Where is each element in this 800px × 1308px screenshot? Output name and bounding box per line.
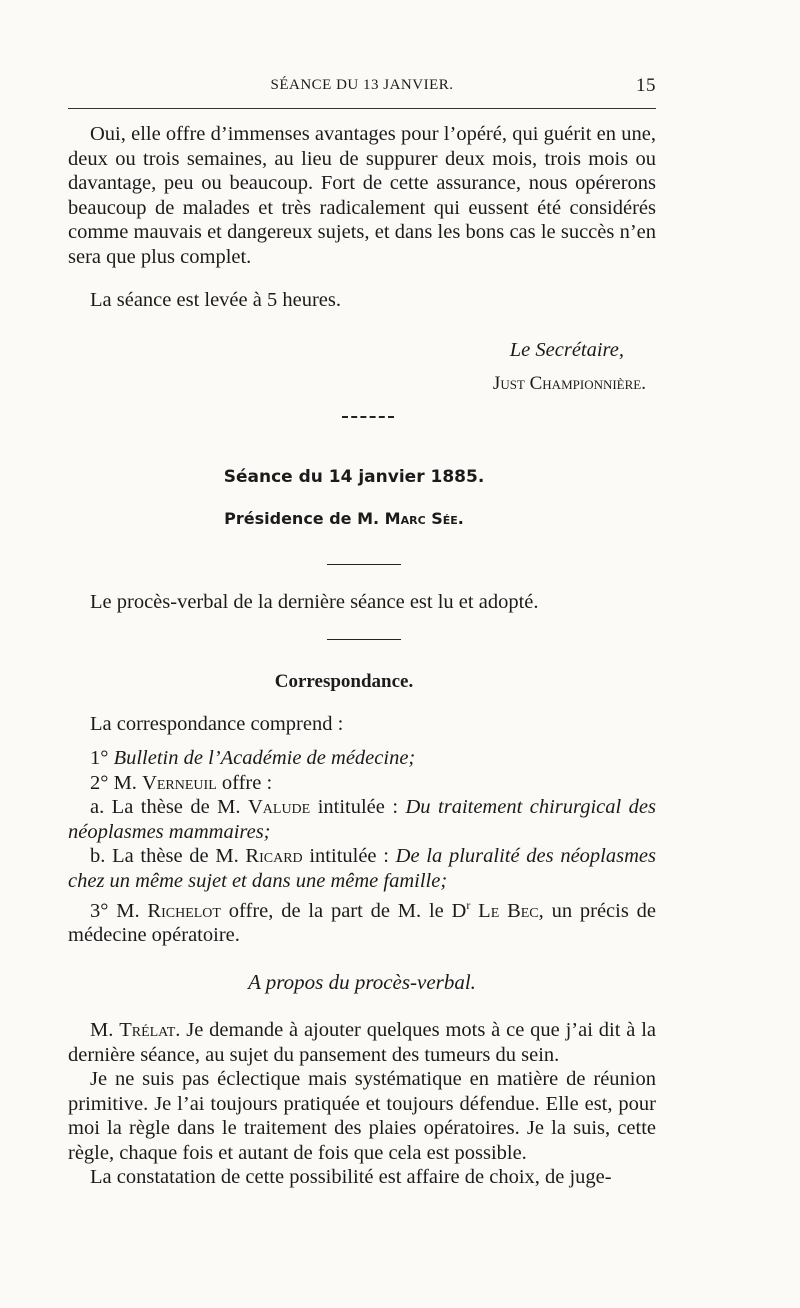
trelat-name: Trélat: [119, 1019, 176, 1041]
bulletin-title: Bulletin de l’Académie de médecine;: [113, 747, 416, 769]
correspondence-item-2: 2° M. Verneuil offre :: [90, 771, 273, 794]
closing-line: La séance est levée à 5 heures.: [90, 289, 341, 311]
presidency-prefix: Présidence de M.: [224, 509, 385, 528]
rule-2: [327, 639, 401, 640]
presidency-line: [50, 507, 638, 532]
intro-block: [68, 122, 656, 269]
valude-name: Valude: [247, 796, 311, 818]
intro-paragraph: Oui, elle offre d’immenses avantages pour l’opéré, qui guérit en une, deux ou trois semaines, au lieu de suppurer deux mois, trois mois ou davantage, peu ou beaucoup. Fort de cette assurance, nous opérerons beaucoup de malades et très radicalement qui eussent été considérés comme mauvais et dangereux sujets, et dans les bons cas le succès n’en sera que plus complet.: [68, 123, 656, 268]
page-number: 15: [636, 75, 656, 96]
correspondence-item-3: 3° M. Richelot offre, de la part de M. le $D^r$ Le Bec, un précis de médecine opératoire.: [68, 898, 656, 947]
section-separator: [342, 416, 394, 418]
running-header: [68, 77, 656, 101]
correspondence-item-1: 1° Bulletin de l’Académie de médecine;: [90, 747, 416, 769]
trelat-paragraph-3: La constatation de cette possibilité est affaire de choix, de juge-: [90, 1166, 612, 1188]
signature-role: Le Secrétaire,: [509, 339, 624, 361]
minutes-section-heading: A propos du procès-verbal.: [248, 970, 476, 994]
valude-thesis-title: Du traitement chirurgical des néoplasmes mammaires;: [68, 796, 657, 843]
correspondence-item-2b: b. La thèse de M. Ricard intitulée : De la pluralité des néoplasmes chez un même sujet et dans une même famille;: [68, 845, 656, 892]
correspondence-intro: La correspondance comprend :: [90, 713, 344, 735]
correspondence-list: [68, 746, 656, 948]
trelat-paragraph-1: M. Trélat. Je demande à ajouter quelques mots à ce que j’ai dit à la dernière séance, au sujet du pansement des tumeurs du sein.: [68, 1019, 656, 1066]
ricard-name: Ricard: [245, 845, 303, 867]
rule-1: [327, 564, 401, 565]
session-title: Séance du 14 janvier 1885.: [223, 467, 485, 487]
verneuil-name: Verneuil: [142, 771, 217, 794]
signature-name: Just Championnière.: [492, 373, 646, 394]
minutes-line: Le procès-verbal de la dernière séance est lu et adopté.: [90, 591, 539, 613]
trelat-paragraph-2: Je ne suis pas éclectique mais systématique en matière de réunion primitive. Je l’ai toujours pratiquée et toujours défendue. Elle est, pour moi la règle dans le traitement des plaies opératoires. Je la suis, cette règle, chaque fois et autant de fois que cela est possible.: [68, 1068, 656, 1164]
running-title: SÉANCE DU 13 JANVIER.: [270, 77, 454, 93]
ricard-thesis-title: De la pluralité des néoplasmes chez un même sujet et dans une même famille;: [68, 845, 656, 892]
president-name: Marc Sée.: [384, 509, 464, 528]
richelot-name: Richelot: [147, 899, 221, 922]
header-rule: [68, 108, 656, 109]
correspondence-heading: Correspondance.: [274, 671, 414, 692]
minutes-section-body: [68, 1018, 656, 1190]
correspondence-item-2a: a. La thèse de M. Valude intitulée : Du traitement chirurgical des néoplasmes mammaires;: [68, 796, 657, 843]
lebec-name: Le Bec: [470, 899, 539, 922]
